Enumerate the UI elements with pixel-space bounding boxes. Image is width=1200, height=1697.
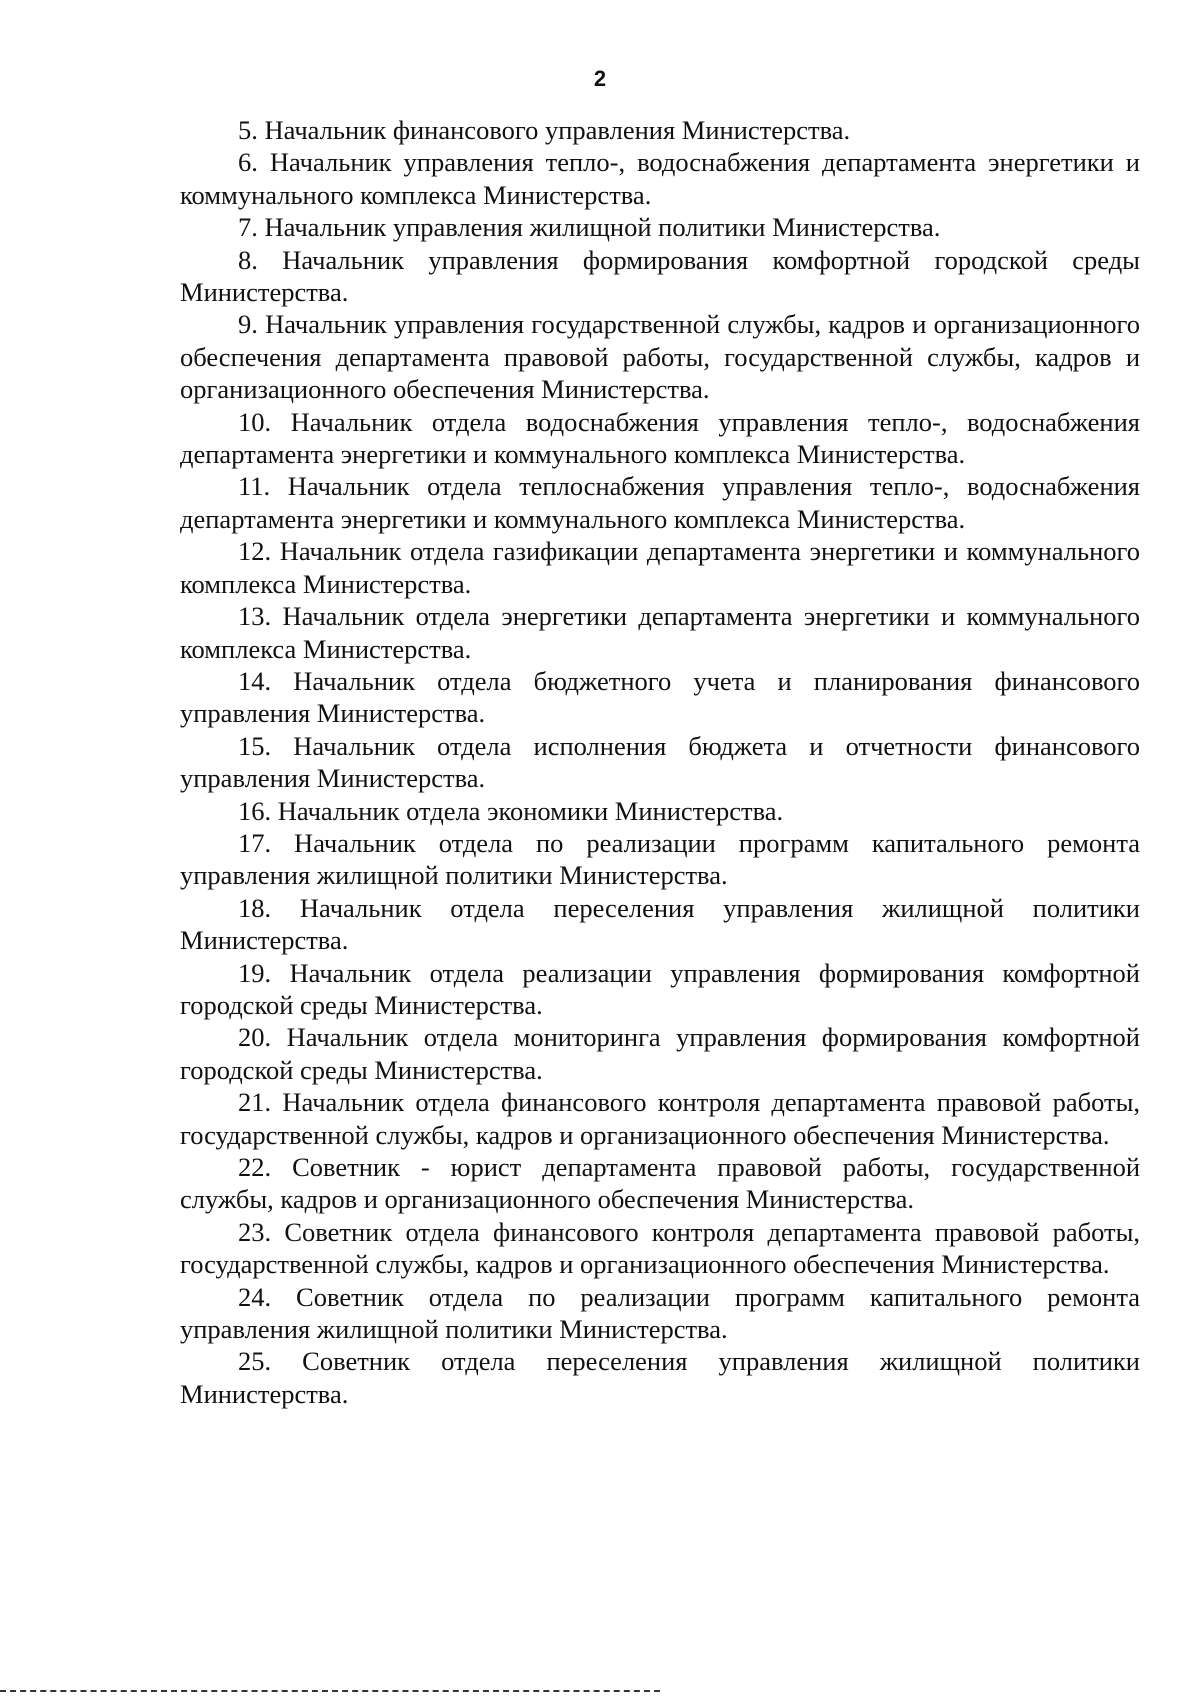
list-item: 17. Начальник отдела по реализации программ капитального ремонта управления жилищной политики Министерства. bbox=[180, 827, 1140, 891]
list-item: 24. Советник отдела по реализации программ капитального ремонта управления жилищной политики Министерства. bbox=[180, 1281, 1140, 1345]
list-item: 16. Начальник отдела экономики Министерства. bbox=[238, 795, 784, 826]
list-item: 18. Начальник отдела переселения управления жилищной политики Министерства. bbox=[180, 892, 1140, 956]
list-item: 12. Начальник отдела газификации департамента энергетики и коммунального комплекса Министерства. bbox=[180, 536, 1140, 599]
list-item: 19. Начальник отдела реализации управления формирования комфортной городской среды Министерства. bbox=[180, 957, 1140, 1020]
list-item: 22. Советник - юрист департамента правовой работы, государственной службы, кадров и организационного обеспечения Министерства. bbox=[180, 1152, 1140, 1215]
document-body bbox=[180, 114, 1140, 1410]
list-item: 6. Начальник управления тепло-, водоснабжения департамента энергетики и коммунального комплекса Министерства. bbox=[180, 147, 1140, 210]
list-item: 25. Советник отдела переселения управления жилищной политики Министерства. bbox=[180, 1346, 1140, 1409]
list-item: 11. Начальник отдела теплоснабжения управления тепло-, водоснабжения департамента энергетики и коммунального комплекса Министерства. bbox=[180, 471, 1140, 534]
page-bottom-divider bbox=[0, 1690, 660, 1692]
list-item: 23. Советник отдела финансового контроля департамента правовой работы, государственной службы, кадров и организационного обеспечения Министерства. bbox=[180, 1216, 1140, 1280]
list-item: 13. Начальник отдела энергетики департамента энергетики и коммунального комплекса Министерства. bbox=[180, 601, 1140, 664]
list-item: 5. Начальник финансового управления Министерства. bbox=[238, 115, 851, 145]
list-item: 20. Начальник отдела мониторинга управления формирования комфортной городской среды Министерства. bbox=[180, 1022, 1140, 1085]
list-item: 15. Начальник отдела исполнения бюджета и отчетности финансового управления Министерства. bbox=[180, 730, 1140, 794]
list-item: 7. Начальник управления жилищной политики Министерства. bbox=[238, 212, 941, 243]
list-item: 21. Начальник отдела финансового контроля департамента правовой работы, государственной службы, кадров и организационного обеспечения Министерства. bbox=[180, 1087, 1140, 1150]
list-item: 14. Начальник отдела бюджетного учета и планирования финансового управления Министерства. bbox=[180, 665, 1140, 729]
list-item: 9. Начальник управления государственной службы, кадров и организационного обеспечения департамента правовой работы, государственной службы, кадров и организационного обеспечения Министерства. bbox=[180, 309, 1140, 405]
page-number: 2 bbox=[593, 66, 607, 91]
list-item: 8. Начальник управления формирования комфортной городской среды Министерства. bbox=[180, 244, 1140, 308]
list-item: 10. Начальник отдела водоснабжения управления тепло-, водоснабжения департамента энергетики и коммунального комплекса Министерства. bbox=[180, 406, 1140, 470]
